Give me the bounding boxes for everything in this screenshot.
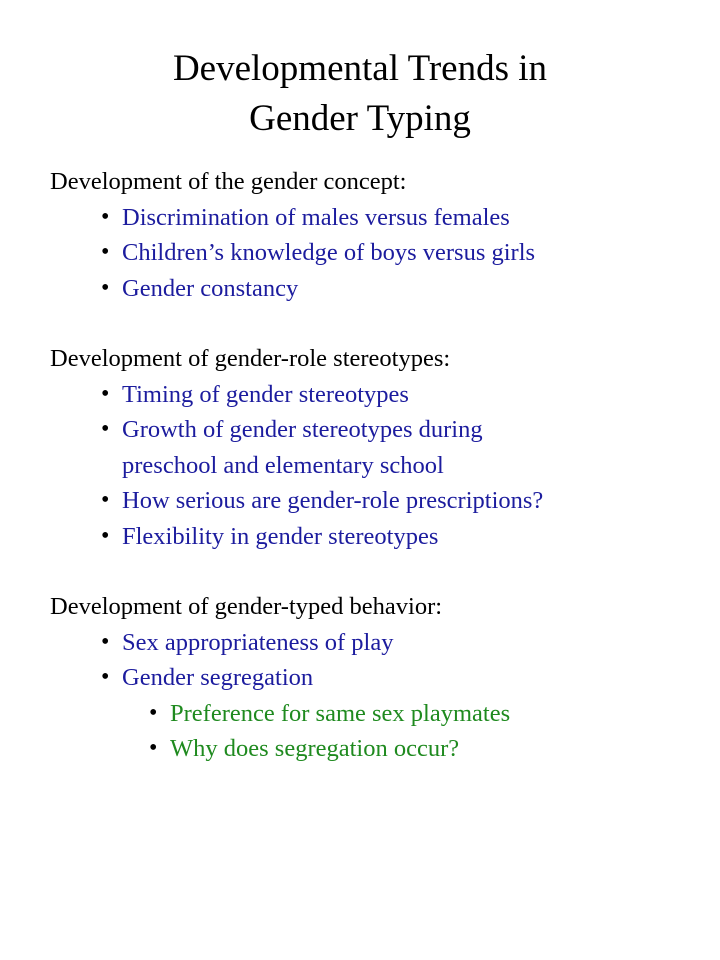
sub-list-item-text: Preference for same sex playmates — [170, 699, 511, 727]
list-item — [50, 235, 690, 271]
slide-title-line-1: Developmental Trends in — [172, 48, 548, 89]
list-item-text: Timing of gender stereotypes — [122, 380, 409, 408]
list-item — [50, 625, 690, 661]
bullet-icon: • — [101, 239, 110, 265]
bullet-icon: • — [101, 203, 110, 230]
list-item — [50, 519, 690, 555]
slide-title-line-2: Gender Typing — [249, 98, 471, 139]
list-item-text: Discrimination of males versus females — [122, 203, 510, 231]
list-item — [50, 200, 690, 236]
list-item — [50, 377, 690, 413]
list-item — [50, 660, 690, 696]
bullet-icon: • — [101, 664, 110, 690]
section-gender-role-stereotypes — [50, 341, 690, 554]
bullet-icon: • — [101, 522, 110, 549]
sub-list-item-text: Why does segregation occur? — [170, 735, 460, 762]
bullet-icon: • — [149, 735, 158, 761]
list-item-text: Sex appropriateness of play — [122, 628, 394, 656]
bullet-icon: • — [101, 274, 110, 301]
sub-list-item — [50, 696, 690, 732]
list-item-continuation — [50, 448, 690, 484]
section-gender-typed-behavior — [50, 589, 690, 767]
list-item — [50, 271, 690, 307]
list-item-text: Gender segregation — [122, 664, 314, 691]
slide-title — [0, 44, 720, 144]
list-item-text: Gender constancy — [122, 274, 299, 302]
bullet-icon: • — [101, 380, 110, 407]
bullet-icon: • — [101, 487, 110, 513]
section-gender-concept — [50, 164, 690, 306]
list-item-text: Flexibility in gender stereotypes — [122, 522, 439, 550]
list-item-text: Children’s knowledge of boys versus girls — [122, 239, 536, 266]
section-heading: Development of gender-role stereotypes: — [50, 345, 451, 372]
list-item — [50, 412, 690, 448]
list-item — [50, 483, 690, 519]
section-heading: Development of the gender concept: — [50, 168, 407, 195]
bullet-icon: • — [101, 416, 110, 442]
bullet-icon: • — [149, 699, 158, 726]
list-item-text: preschool and elementary school — [122, 451, 444, 479]
section-heading: Development of gender-typed behavior: — [50, 593, 443, 620]
bullet-icon: • — [101, 628, 110, 655]
list-item-text: Growth of gender stereotypes during — [122, 416, 483, 443]
sub-list-item — [50, 731, 690, 767]
slide-body — [50, 164, 690, 767]
list-item-text: How serious are gender-role prescriptions? — [122, 487, 544, 514]
